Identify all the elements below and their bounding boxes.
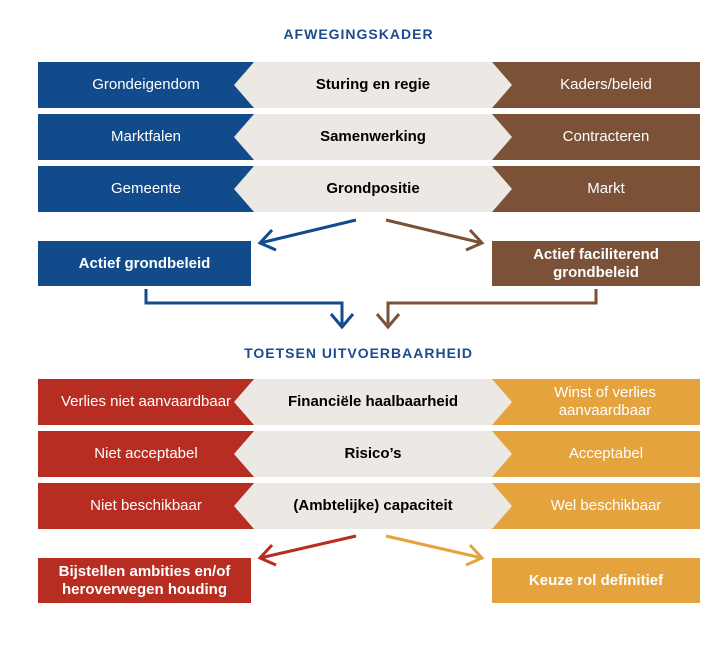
converge-arrow-right (377, 289, 596, 327)
row-1-middle-label: Sturing en regie (315, 76, 431, 93)
row-5-left-label: Niet acceptabel (94, 445, 198, 462)
row-6-middle-label: (Ambtelijke) capaciteit (293, 497, 453, 514)
row-5-right-label: Acceptabel (568, 445, 644, 462)
converge-arrow-left (146, 289, 353, 327)
row-3-left-label: Gemeente (110, 180, 182, 197)
arrow-to-left-result-2 (260, 536, 356, 565)
row-6-left-label: Niet beschikbaar (90, 497, 202, 514)
result-bijstellen-ambities: Bijstellen ambities en/of heroverwegen houding (58, 562, 231, 598)
arrow-to-right-result-2 (386, 536, 482, 565)
result-keuze-rol-definitief: Keuze rol definitief (528, 571, 664, 589)
arrow-to-left-result (260, 220, 356, 250)
row-5-middle-label: Risico’s (344, 445, 402, 462)
row-1-left-label: Grondeigendom (92, 76, 200, 93)
row-4-middle-label: Financiële haalbaarheid (287, 393, 459, 410)
row-2-right-label: Contracteren (562, 128, 650, 145)
row-1-right-label: Kaders/beleid (560, 76, 652, 93)
row-4-right-label: Winst of verlies aanvaardbaar (554, 384, 656, 419)
row-2-middle-label: Samenwerking (320, 128, 426, 145)
row-4-left-label: Verlies niet aanvaardbaar (60, 393, 232, 410)
section-title-toetsen-uitvoerbaarheid: TOETSEN UITVOERBAARHEID (244, 345, 473, 361)
arrow-to-right-result (386, 220, 482, 250)
row-3-middle-label: Grondpositie (326, 180, 420, 197)
result-actief-grondbeleid: Actief grondbeleid (78, 254, 211, 272)
result-actief-faciliterend-grondbeleid: Actief faciliterend grondbeleid (533, 245, 659, 281)
row-2-left-label: Marktfalen (110, 128, 182, 145)
row-6-right-label: Wel beschikbaar (550, 497, 662, 514)
section-title-afwegingskader: AFWEGINGSKADER (283, 26, 434, 42)
row-3-right-label: Markt (587, 180, 625, 197)
